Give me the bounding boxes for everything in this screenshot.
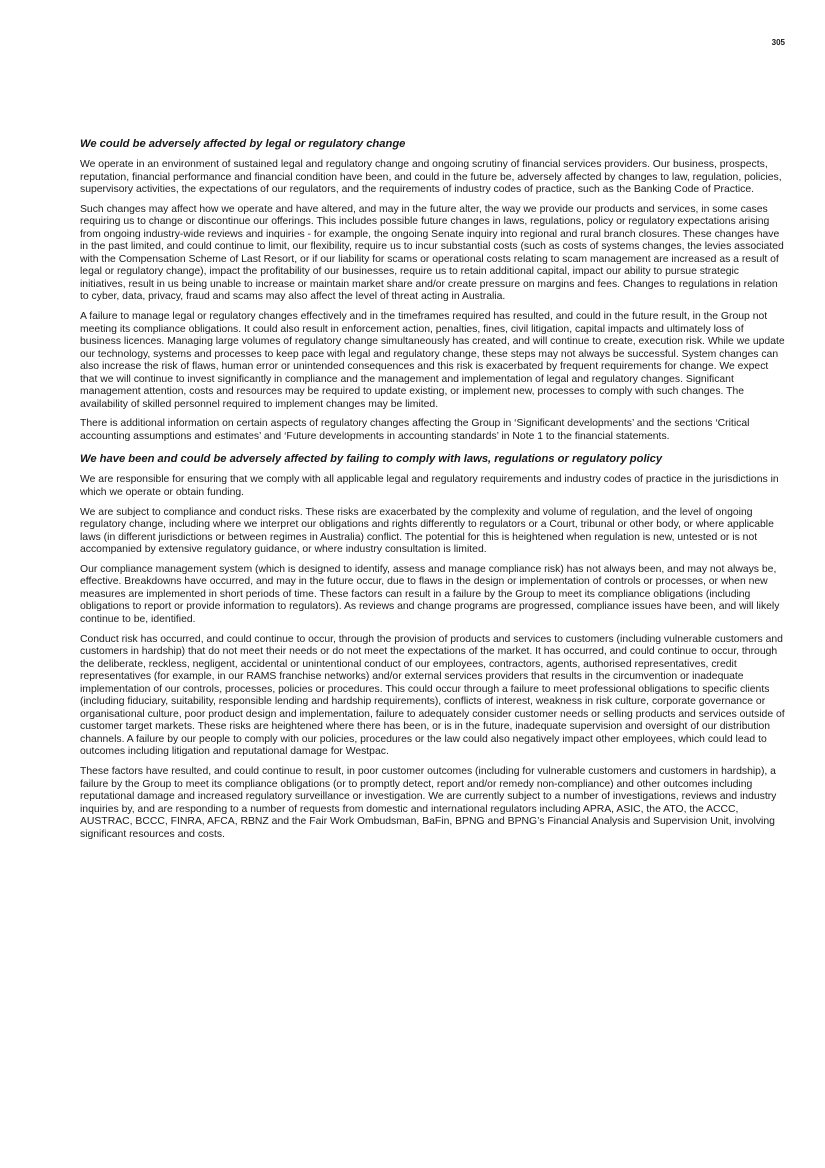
paragraph: There is additional information on certain aspects of regulatory changes affecting the Group in ‘Significant developments’ and the sections ‘Critical accounting assumptions and estimates’ and ‘Future developments in accounting standards’ in Note 1 to the financial statements. bbox=[80, 418, 750, 442]
paragraph: We are responsible for ensuring that we comply with all applicable legal and regulatory requirements and industry codes of practice in the jurisdictions in which we operate or obtain funding. bbox=[80, 474, 779, 499]
page-number: 305 bbox=[771, 38, 785, 47]
section-legal-regulatory-change bbox=[80, 138, 786, 443]
paragraph: We are subject to compliance and conduct risks. These risks are exacerbated by the complexity and volume of regulation, and the level of ongoing regulatory change, including where we interpret our obligations and rights differently to regulators or a Court, tribunal or other body, or where applicable laws (in different jurisdictions or between regimes in Australia) conflict. The potential for this is heightened when regulation is new, untested or is not accompanied by extensive regulatory guidance, or where industry consultation is limited. bbox=[80, 506, 774, 556]
paragraph: Our compliance management system (which is designed to identify, assess and manage compliance risk) has not always been, and may not always be, effective. Breakdowns have occurred, and may in the future occur, due to flaws in the design or implementation of controls or processes, or when new measures are implemented in short periods of time. These factors can result in a failure by the Group to meet its compliance obligations (including obligations to report or provide information to regulators). As reviews and change programs are progressed, compliance issues have been, and will likely continue to be, identified. bbox=[80, 563, 780, 625]
paragraph: Conduct risk has occurred, and could continue to occur, through the provision of products and services to customers (including vulnerable customers and customers in hardship) that do not meet their needs or do not meet the expectations of the market. It has occurred, and could continue to occur, through the deliberate, reckless, negligent, accidental or unintentional conduct of our employees, contractors, agents, authorised representatives, credit representatives (for example, in our RAMS franchise networks) and/or external services providers that results in the circumvention or inadequate implementation of our controls, processes, policies or procedures. This could occur through a failure to meet professional obligations to specific clients (including fiduciary, suitability, responsible lending and hardship requirements), conflicts of interest, weakness in risk culture, corporate governance or organisational culture, poor product design and implementation, failure to adequately consider customer needs or selling products and services outside of customer target markets. These risks are heightened where there has been, or is in the future, inadequate supervision and oversight of our distribution channels. A failure by our people to comply with our policies, procedures or the law could also negatively impact other employees, which could lead to outcomes including litigation and reputational damage for Westpac. bbox=[80, 633, 785, 758]
paragraph: Such changes may affect how we operate and have altered, and may in the future alter, the way we provide our products and services, in some cases requiring us to change or discontinue our offerings. This includes possible future changes in laws, regulations, policy or regulatory expectations arising from ongoing industry-wide reviews and inquiries - for example, the ongoing Senate inquiry into regional and rural branch closures. These changes have in the past limited, and could continue to limit, our flexibility, require us to incur substantial costs (such as costs of systems changes, the levies associated with the Compensation Scheme of Last Resort, or if our liability for scams or operational costs relating to scam management are increased as a result of legal or regulatory change), impact the profitability of our businesses, require us to retain additional capital, impact our ability to pursue strategic initiatives, result in us being unable to increase or maintain market share and/or create pressure on margins and fees. Changes to regulations in relation to cyber, data, privacy, fraud and scams may also affect the level of threat acting in Australia. bbox=[80, 203, 784, 303]
paragraph: We operate in an environment of sustained legal and regulatory change and ongoing scrutiny of financial services providers. Our business, prospects, reputation, financial performance and financial condition have been, and could in the future be, adversely affected by changes to law, regulation, policies, supervisory activities, the expectations of our regulators, and the requirements of industry codes of practice, such as the Banking Code of Practice. bbox=[80, 159, 782, 196]
section-compliance-failure bbox=[80, 453, 786, 841]
document-body bbox=[80, 138, 786, 848]
paragraph: These factors have resulted, and could continue to result, in poor customer outcomes (including for vulnerable customers and customers in hardship), a failure by the Group to meet its compliance obligations (or to promptly detect, report and/or remedy non-compliance) and other outcomes including reputational damage and increased regulatory surveillance or investigation. We are currently subject to a number of investigations, reviews and industry inquiries by, and are responding to a number of requests from domestic and international regulators including APRA, ASIC, the ATO, the ACCC, AUSTRAC, BCCC, FINRA, AFCA, RBNZ and the Fair Work Ombudsman, BaFin, BPNG and BPNG’s Financial Analysis and Supervision Unit, involving significant resources and costs. bbox=[80, 765, 777, 840]
section-heading: We could be adversely affected by legal or regulatory change bbox=[80, 138, 406, 150]
section-heading: We have been and could be adversely affected by failing to comply with laws, regulations or regulatory policy bbox=[80, 453, 663, 466]
paragraph: A failure to manage legal or regulatory changes effectively and in the timeframes required has resulted, and could in the future result, in the Group not meeting its compliance obligations. It could also result in enforcement action, penalties, fines, civil litigation, capital impacts and ultimately loss of business licences. Managing large volumes of regulatory change simultaneously has created, and will continue to create, execution risk. While we update our technology, systems and processes to keep pace with legal and regulatory change, these steps may not always be successful. System changes can also increase the risk of flaws, human error or unintended consequences and this risk is exacerbated by frequent requirements for change. We expect that we will continue to invest significantly in compliance and the management and implementation of legal and regulatory changes. Significant management attention, costs and resources may be required to update existing, or implement new, processes to comply with such changes. The availability of skilled personnel required to implement changes may be limited. bbox=[80, 311, 785, 410]
